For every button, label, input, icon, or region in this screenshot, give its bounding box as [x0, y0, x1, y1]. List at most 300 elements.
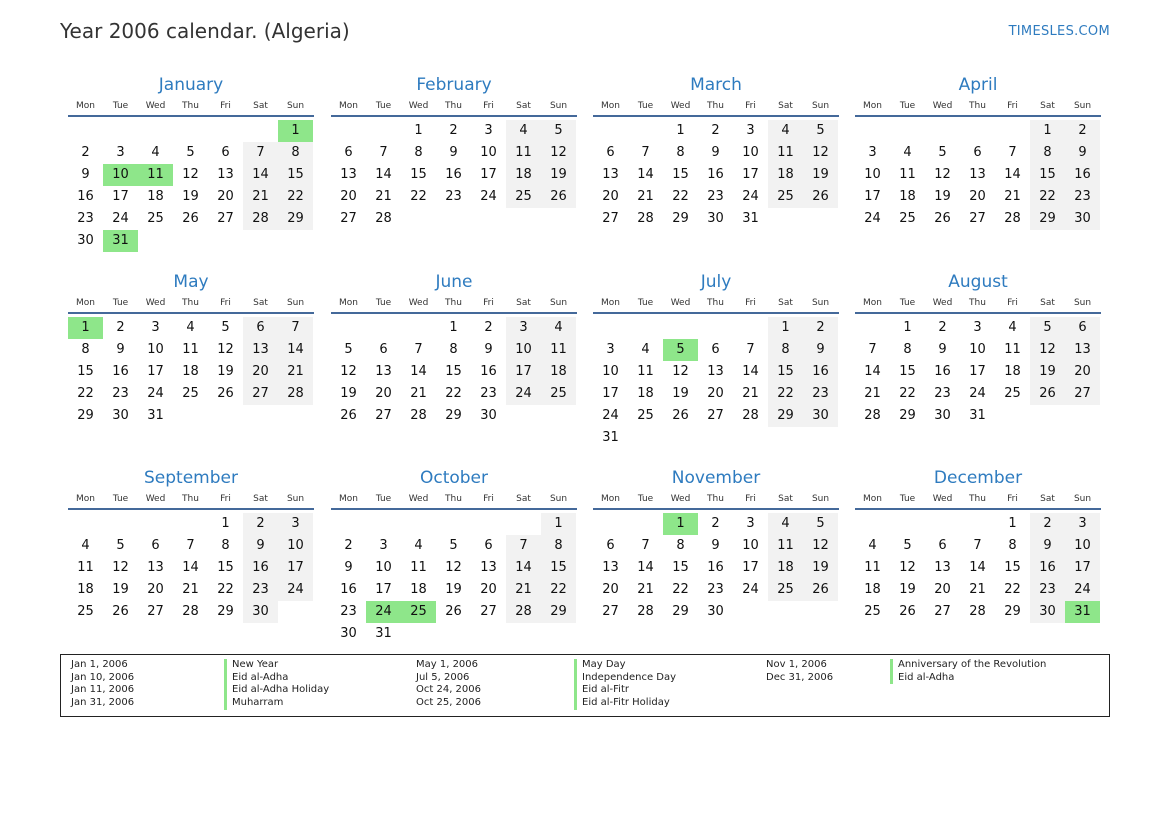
day-cell[interactable]: 21	[969, 582, 986, 597]
day-cell[interactable]: 5	[344, 342, 353, 357]
day-cell[interactable]: 1	[221, 516, 230, 531]
day-cell[interactable]: 21	[1004, 189, 1021, 204]
day-cell[interactable]: 8	[541, 535, 576, 557]
day-cell[interactable]: 10	[278, 535, 313, 557]
day-cell[interactable]: 4	[151, 145, 160, 160]
day-cell[interactable]: 8	[676, 538, 685, 553]
day-cell[interactable]: 21	[375, 189, 392, 204]
day-cell[interactable]: 4	[903, 145, 912, 160]
day-cell[interactable]: 20	[707, 386, 724, 401]
day-cell[interactable]: 1	[449, 320, 458, 335]
day-cell[interactable]: 15	[541, 557, 576, 579]
day-cell[interactable]: 14	[375, 167, 392, 182]
day-cell[interactable]: 25	[1004, 386, 1021, 401]
day-cell[interactable]: 15	[672, 560, 689, 575]
day-cell[interactable]: 17	[112, 189, 129, 204]
day-cell[interactable]: 31	[147, 408, 164, 423]
day-cell[interactable]: 26	[112, 604, 129, 619]
day-cell[interactable]: 25	[864, 604, 881, 619]
day-cell[interactable]: 17	[864, 189, 881, 204]
day-cell[interactable]: 20	[243, 361, 278, 383]
day-cell[interactable]: 5	[116, 538, 125, 553]
day-cell[interactable]: 5	[541, 120, 576, 142]
day-cell[interactable]: 3	[746, 123, 755, 138]
day-cell[interactable]: 12	[934, 167, 951, 182]
day-cell[interactable]: 26	[541, 186, 576, 208]
day-cell[interactable]: 2	[1030, 513, 1065, 535]
day-cell[interactable]: 21	[410, 386, 427, 401]
day-cell[interactable]: 7	[278, 317, 313, 339]
day-cell[interactable]: 15	[77, 364, 94, 379]
day-cell[interactable]: 2	[711, 123, 720, 138]
day-cell[interactable]: 8	[903, 342, 912, 357]
day-cell[interactable]: 18	[768, 557, 803, 579]
day-cell[interactable]: 4	[506, 120, 541, 142]
day-cell[interactable]: 1	[1030, 120, 1065, 142]
day-cell[interactable]: 27	[934, 604, 951, 619]
day-cell[interactable]: 18	[637, 386, 654, 401]
day-cell[interactable]: 20	[375, 386, 392, 401]
day-cell[interactable]: 26	[445, 604, 462, 619]
day-cell[interactable]: 16	[1065, 164, 1100, 186]
day-cell[interactable]: 27	[243, 383, 278, 405]
day-cell[interactable]: 9	[711, 538, 720, 553]
day-cell[interactable]: 31	[969, 408, 986, 423]
day-cell[interactable]: 17	[506, 361, 541, 383]
day-cell[interactable]: 30	[77, 233, 94, 248]
day-cell[interactable]: 8	[221, 538, 230, 553]
day-cell[interactable]: 19	[217, 364, 234, 379]
day-cell[interactable]: 8	[414, 145, 423, 160]
day-cell[interactable]: 23	[934, 386, 951, 401]
day-cell[interactable]: 24	[1065, 579, 1100, 601]
day-cell[interactable]: 6	[606, 145, 615, 160]
day-cell[interactable]: 8	[768, 339, 803, 361]
day-cell[interactable]: 16	[934, 364, 951, 379]
day-cell[interactable]: 9	[484, 342, 493, 357]
day-cell[interactable]: 10	[375, 560, 392, 575]
day-cell[interactable]: 28	[742, 408, 759, 423]
day-cell[interactable]: 24	[278, 579, 313, 601]
day-cell[interactable]: 29	[445, 408, 462, 423]
day-cell[interactable]: 27	[602, 211, 619, 226]
day-cell[interactable]: 27	[480, 604, 497, 619]
day-cell[interactable]: 27	[375, 408, 392, 423]
day-cell[interactable]: 29	[672, 211, 689, 226]
day-cell[interactable]: 11	[768, 142, 803, 164]
holiday-day-cell[interactable]: 31	[1065, 601, 1100, 623]
day-cell[interactable]: 22	[217, 582, 234, 597]
day-cell[interactable]: 20	[1065, 361, 1100, 383]
holiday-day-cell[interactable]: 24	[366, 601, 401, 623]
day-cell[interactable]: 27	[340, 211, 357, 226]
day-cell[interactable]: 18	[899, 189, 916, 204]
day-cell[interactable]: 10	[742, 538, 759, 553]
day-cell[interactable]: 12	[803, 535, 838, 557]
day-cell[interactable]: 7	[186, 538, 195, 553]
day-cell[interactable]: 28	[637, 604, 654, 619]
day-cell[interactable]: 25	[768, 186, 803, 208]
day-cell[interactable]: 3	[484, 123, 493, 138]
day-cell[interactable]: 5	[449, 538, 458, 553]
day-cell[interactable]: 15	[1030, 164, 1065, 186]
day-cell[interactable]: 22	[1030, 186, 1065, 208]
holiday-day-cell[interactable]: 5	[663, 339, 698, 361]
day-cell[interactable]: 1	[541, 513, 576, 535]
day-cell[interactable]: 2	[1065, 120, 1100, 142]
day-cell[interactable]: 2	[81, 145, 90, 160]
day-cell[interactable]: 4	[768, 120, 803, 142]
day-cell[interactable]: 17	[480, 167, 497, 182]
day-cell[interactable]: 21	[864, 386, 881, 401]
day-cell[interactable]: 3	[379, 538, 388, 553]
day-cell[interactable]: 21	[182, 582, 199, 597]
day-cell[interactable]: 2	[449, 123, 458, 138]
day-cell[interactable]: 5	[221, 320, 230, 335]
day-cell[interactable]: 17	[1065, 557, 1100, 579]
day-cell[interactable]: 6	[379, 342, 388, 357]
day-cell[interactable]: 2	[711, 516, 720, 531]
day-cell[interactable]: 12	[803, 142, 838, 164]
day-cell[interactable]: 23	[77, 211, 94, 226]
day-cell[interactable]: 5	[903, 538, 912, 553]
day-cell[interactable]: 23	[707, 189, 724, 204]
day-cell[interactable]: 13	[602, 560, 619, 575]
day-cell[interactable]: 6	[938, 538, 947, 553]
day-cell[interactable]: 22	[899, 386, 916, 401]
day-cell[interactable]: 18	[1004, 364, 1021, 379]
day-cell[interactable]: 6	[344, 145, 353, 160]
day-cell[interactable]: 10	[864, 167, 881, 182]
day-cell[interactable]: 11	[768, 535, 803, 557]
day-cell[interactable]: 4	[768, 513, 803, 535]
day-cell[interactable]: 12	[445, 560, 462, 575]
day-cell[interactable]: 13	[934, 560, 951, 575]
day-cell[interactable]: 16	[445, 167, 462, 182]
day-cell[interactable]: 9	[711, 145, 720, 160]
day-cell[interactable]: 10	[742, 145, 759, 160]
day-cell[interactable]: 20	[340, 189, 357, 204]
day-cell[interactable]: 22	[445, 386, 462, 401]
day-cell[interactable]: 6	[606, 538, 615, 553]
day-cell[interactable]: 19	[803, 164, 838, 186]
day-cell[interactable]: 17	[375, 582, 392, 597]
day-cell[interactable]: 25	[77, 604, 94, 619]
day-cell[interactable]: 28	[969, 604, 986, 619]
day-cell[interactable]: 18	[77, 582, 94, 597]
day-cell[interactable]: 29	[278, 208, 313, 230]
day-cell[interactable]: 1	[1008, 516, 1017, 531]
day-cell[interactable]: 24	[602, 408, 619, 423]
day-cell[interactable]: 28	[864, 408, 881, 423]
day-cell[interactable]: 28	[1004, 211, 1021, 226]
day-cell[interactable]: 12	[217, 342, 234, 357]
day-cell[interactable]: 22	[278, 186, 313, 208]
day-cell[interactable]: 28	[243, 208, 278, 230]
day-cell[interactable]: 24	[147, 386, 164, 401]
day-cell[interactable]: 10	[480, 145, 497, 160]
day-cell[interactable]: 6	[484, 538, 493, 553]
day-cell[interactable]: 13	[969, 167, 986, 182]
day-cell[interactable]: 5	[938, 145, 947, 160]
day-cell[interactable]: 9	[243, 535, 278, 557]
day-cell[interactable]: 2	[803, 317, 838, 339]
day-cell[interactable]: 23	[1030, 579, 1065, 601]
holiday-day-cell[interactable]: 11	[138, 164, 173, 186]
day-cell[interactable]: 4	[641, 342, 650, 357]
day-cell[interactable]: 5	[803, 513, 838, 535]
day-cell[interactable]: 7	[379, 145, 388, 160]
day-cell[interactable]: 4	[1008, 320, 1017, 335]
day-cell[interactable]: 3	[746, 516, 755, 531]
day-cell[interactable]: 16	[77, 189, 94, 204]
day-cell[interactable]: 4	[541, 317, 576, 339]
day-cell[interactable]: 3	[116, 145, 125, 160]
day-cell[interactable]: 27	[147, 604, 164, 619]
day-cell[interactable]: 7	[414, 342, 423, 357]
day-cell[interactable]: 18	[506, 164, 541, 186]
day-cell[interactable]: 20	[480, 582, 497, 597]
day-cell[interactable]: 21	[506, 579, 541, 601]
day-cell[interactable]: 10	[147, 342, 164, 357]
day-cell[interactable]: 25	[182, 386, 199, 401]
day-cell[interactable]: 9	[344, 560, 353, 575]
day-cell[interactable]: 16	[707, 167, 724, 182]
day-cell[interactable]: 11	[541, 339, 576, 361]
day-cell[interactable]: 14	[637, 560, 654, 575]
day-cell[interactable]: 20	[934, 582, 951, 597]
day-cell[interactable]: 16	[707, 560, 724, 575]
day-cell[interactable]: 15	[672, 167, 689, 182]
day-cell[interactable]: 15	[410, 167, 427, 182]
day-cell[interactable]: 9	[1030, 535, 1065, 557]
day-cell[interactable]: 18	[541, 361, 576, 383]
day-cell[interactable]: 25	[147, 211, 164, 226]
day-cell[interactable]: 19	[541, 164, 576, 186]
day-cell[interactable]: 13	[217, 167, 234, 182]
day-cell[interactable]: 15	[217, 560, 234, 575]
day-cell[interactable]: 14	[864, 364, 881, 379]
day-cell[interactable]: 14	[410, 364, 427, 379]
day-cell[interactable]: 8	[449, 342, 458, 357]
day-cell[interactable]: 8	[278, 142, 313, 164]
day-cell[interactable]: 23	[803, 383, 838, 405]
day-cell[interactable]: 7	[243, 142, 278, 164]
day-cell[interactable]: 12	[672, 364, 689, 379]
day-cell[interactable]: 30	[1065, 208, 1100, 230]
day-cell[interactable]: 19	[1030, 361, 1065, 383]
day-cell[interactable]: 29	[768, 405, 803, 427]
day-cell[interactable]: 20	[602, 189, 619, 204]
holiday-day-cell[interactable]: 1	[278, 120, 313, 142]
day-cell[interactable]: 13	[602, 167, 619, 182]
day-cell[interactable]: 12	[182, 167, 199, 182]
day-cell[interactable]: 14	[506, 557, 541, 579]
day-cell[interactable]: 11	[864, 560, 881, 575]
day-cell[interactable]: 16	[803, 361, 838, 383]
day-cell[interactable]: 26	[934, 211, 951, 226]
day-cell[interactable]: 22	[672, 582, 689, 597]
day-cell[interactable]: 28	[182, 604, 199, 619]
day-cell[interactable]: 5	[1030, 317, 1065, 339]
day-cell[interactable]: 19	[934, 189, 951, 204]
day-cell[interactable]: 24	[480, 189, 497, 204]
day-cell[interactable]: 12	[340, 364, 357, 379]
day-cell[interactable]: 22	[410, 189, 427, 204]
day-cell[interactable]: 30	[243, 601, 278, 623]
day-cell[interactable]: 26	[672, 408, 689, 423]
day-cell[interactable]: 30	[340, 626, 357, 641]
day-cell[interactable]: 31	[742, 211, 759, 226]
day-cell[interactable]: 16	[340, 582, 357, 597]
day-cell[interactable]: 7	[868, 342, 877, 357]
day-cell[interactable]: 31	[375, 626, 392, 641]
day-cell[interactable]: 23	[1065, 186, 1100, 208]
day-cell[interactable]: 20	[602, 582, 619, 597]
day-cell[interactable]: 21	[637, 189, 654, 204]
day-cell[interactable]: 7	[973, 538, 982, 553]
day-cell[interactable]: 4	[186, 320, 195, 335]
day-cell[interactable]: 17	[278, 557, 313, 579]
day-cell[interactable]: 3	[278, 513, 313, 535]
day-cell[interactable]: 30	[707, 604, 724, 619]
day-cell[interactable]: 26	[217, 386, 234, 401]
day-cell[interactable]: 13	[707, 364, 724, 379]
day-cell[interactable]: 15	[445, 364, 462, 379]
day-cell[interactable]: 12	[1030, 339, 1065, 361]
day-cell[interactable]: 11	[1004, 342, 1021, 357]
day-cell[interactable]: 29	[541, 601, 576, 623]
day-cell[interactable]: 25	[768, 579, 803, 601]
day-cell[interactable]: 2	[344, 538, 353, 553]
day-cell[interactable]: 28	[410, 408, 427, 423]
holiday-day-cell[interactable]: 31	[103, 230, 138, 252]
day-cell[interactable]: 4	[868, 538, 877, 553]
day-cell[interactable]: 14	[1004, 167, 1021, 182]
day-cell[interactable]: 30	[803, 405, 838, 427]
day-cell[interactable]: 16	[112, 364, 129, 379]
day-cell[interactable]: 27	[707, 408, 724, 423]
day-cell[interactable]: 28	[506, 601, 541, 623]
holiday-day-cell[interactable]: 25	[401, 601, 436, 623]
day-cell[interactable]: 30	[112, 408, 129, 423]
day-cell[interactable]: 9	[1065, 142, 1100, 164]
day-cell[interactable]: 8	[81, 342, 90, 357]
day-cell[interactable]: 18	[864, 582, 881, 597]
day-cell[interactable]: 6	[711, 342, 720, 357]
day-cell[interactable]: 14	[742, 364, 759, 379]
day-cell[interactable]: 21	[742, 386, 759, 401]
day-cell[interactable]: 16	[243, 557, 278, 579]
day-cell[interactable]: 5	[186, 145, 195, 160]
holiday-day-cell[interactable]: 1	[663, 513, 698, 535]
day-cell[interactable]: 11	[506, 142, 541, 164]
day-cell[interactable]: 23	[243, 579, 278, 601]
day-cell[interactable]: 14	[637, 167, 654, 182]
day-cell[interactable]: 16	[1030, 557, 1065, 579]
day-cell[interactable]: 21	[637, 582, 654, 597]
day-cell[interactable]: 19	[112, 582, 129, 597]
day-cell[interactable]: 24	[742, 189, 759, 204]
day-cell[interactable]: 24	[506, 383, 541, 405]
day-cell[interactable]: 29	[899, 408, 916, 423]
day-cell[interactable]: 18	[182, 364, 199, 379]
day-cell[interactable]: 6	[151, 538, 160, 553]
day-cell[interactable]: 24	[112, 211, 129, 226]
day-cell[interactable]: 24	[742, 582, 759, 597]
day-cell[interactable]: 3	[973, 320, 982, 335]
day-cell[interactable]: 10	[602, 364, 619, 379]
day-cell[interactable]: 26	[340, 408, 357, 423]
day-cell[interactable]: 23	[480, 386, 497, 401]
day-cell[interactable]: 29	[1004, 604, 1021, 619]
day-cell[interactable]: 30	[934, 408, 951, 423]
day-cell[interactable]: 30	[480, 408, 497, 423]
day-cell[interactable]: 14	[969, 560, 986, 575]
day-cell[interactable]: 2	[938, 320, 947, 335]
day-cell[interactable]: 20	[147, 582, 164, 597]
day-cell[interactable]: 6	[243, 317, 278, 339]
day-cell[interactable]: 8	[676, 145, 685, 160]
day-cell[interactable]: 29	[1030, 208, 1065, 230]
day-cell[interactable]: 29	[217, 604, 234, 619]
day-cell[interactable]: 18	[147, 189, 164, 204]
day-cell[interactable]: 22	[1004, 582, 1021, 597]
day-cell[interactable]: 13	[243, 339, 278, 361]
day-cell[interactable]: 13	[340, 167, 357, 182]
day-cell[interactable]: 20	[969, 189, 986, 204]
day-cell[interactable]: 19	[672, 386, 689, 401]
day-cell[interactable]: 24	[969, 386, 986, 401]
day-cell[interactable]: 19	[899, 582, 916, 597]
day-cell[interactable]: 21	[278, 361, 313, 383]
day-cell[interactable]: 20	[217, 189, 234, 204]
day-cell[interactable]: 12	[541, 142, 576, 164]
day-cell[interactable]: 6	[221, 145, 230, 160]
day-cell[interactable]: 14	[243, 164, 278, 186]
day-cell[interactable]: 15	[1004, 560, 1021, 575]
day-cell[interactable]: 7	[641, 538, 650, 553]
day-cell[interactable]: 22	[768, 383, 803, 405]
day-cell[interactable]: 2	[484, 320, 493, 335]
day-cell[interactable]: 18	[768, 164, 803, 186]
day-cell[interactable]: 23	[445, 189, 462, 204]
day-cell[interactable]: 26	[899, 604, 916, 619]
day-cell[interactable]: 17	[742, 560, 759, 575]
holiday-day-cell[interactable]: 1	[68, 317, 103, 339]
day-cell[interactable]: 1	[414, 123, 423, 138]
day-cell[interactable]: 28	[278, 383, 313, 405]
day-cell[interactable]: 19	[182, 189, 199, 204]
day-cell[interactable]: 27	[1065, 383, 1100, 405]
day-cell[interactable]: 8	[1030, 142, 1065, 164]
day-cell[interactable]: 26	[1030, 383, 1065, 405]
day-cell[interactable]: 25	[637, 408, 654, 423]
day-cell[interactable]: 3	[506, 317, 541, 339]
day-cell[interactable]: 1	[903, 320, 912, 335]
day-cell[interactable]: 1	[676, 123, 685, 138]
day-cell[interactable]: 27	[969, 211, 986, 226]
day-cell[interactable]: 15	[899, 364, 916, 379]
day-cell[interactable]: 19	[340, 386, 357, 401]
day-cell[interactable]: 18	[410, 582, 427, 597]
day-cell[interactable]: 30	[1030, 601, 1065, 623]
day-cell[interactable]: 13	[480, 560, 497, 575]
day-cell[interactable]: 25	[506, 186, 541, 208]
day-cell[interactable]: 9	[81, 167, 90, 182]
day-cell[interactable]: 14	[278, 339, 313, 361]
day-cell[interactable]: 7	[746, 342, 755, 357]
